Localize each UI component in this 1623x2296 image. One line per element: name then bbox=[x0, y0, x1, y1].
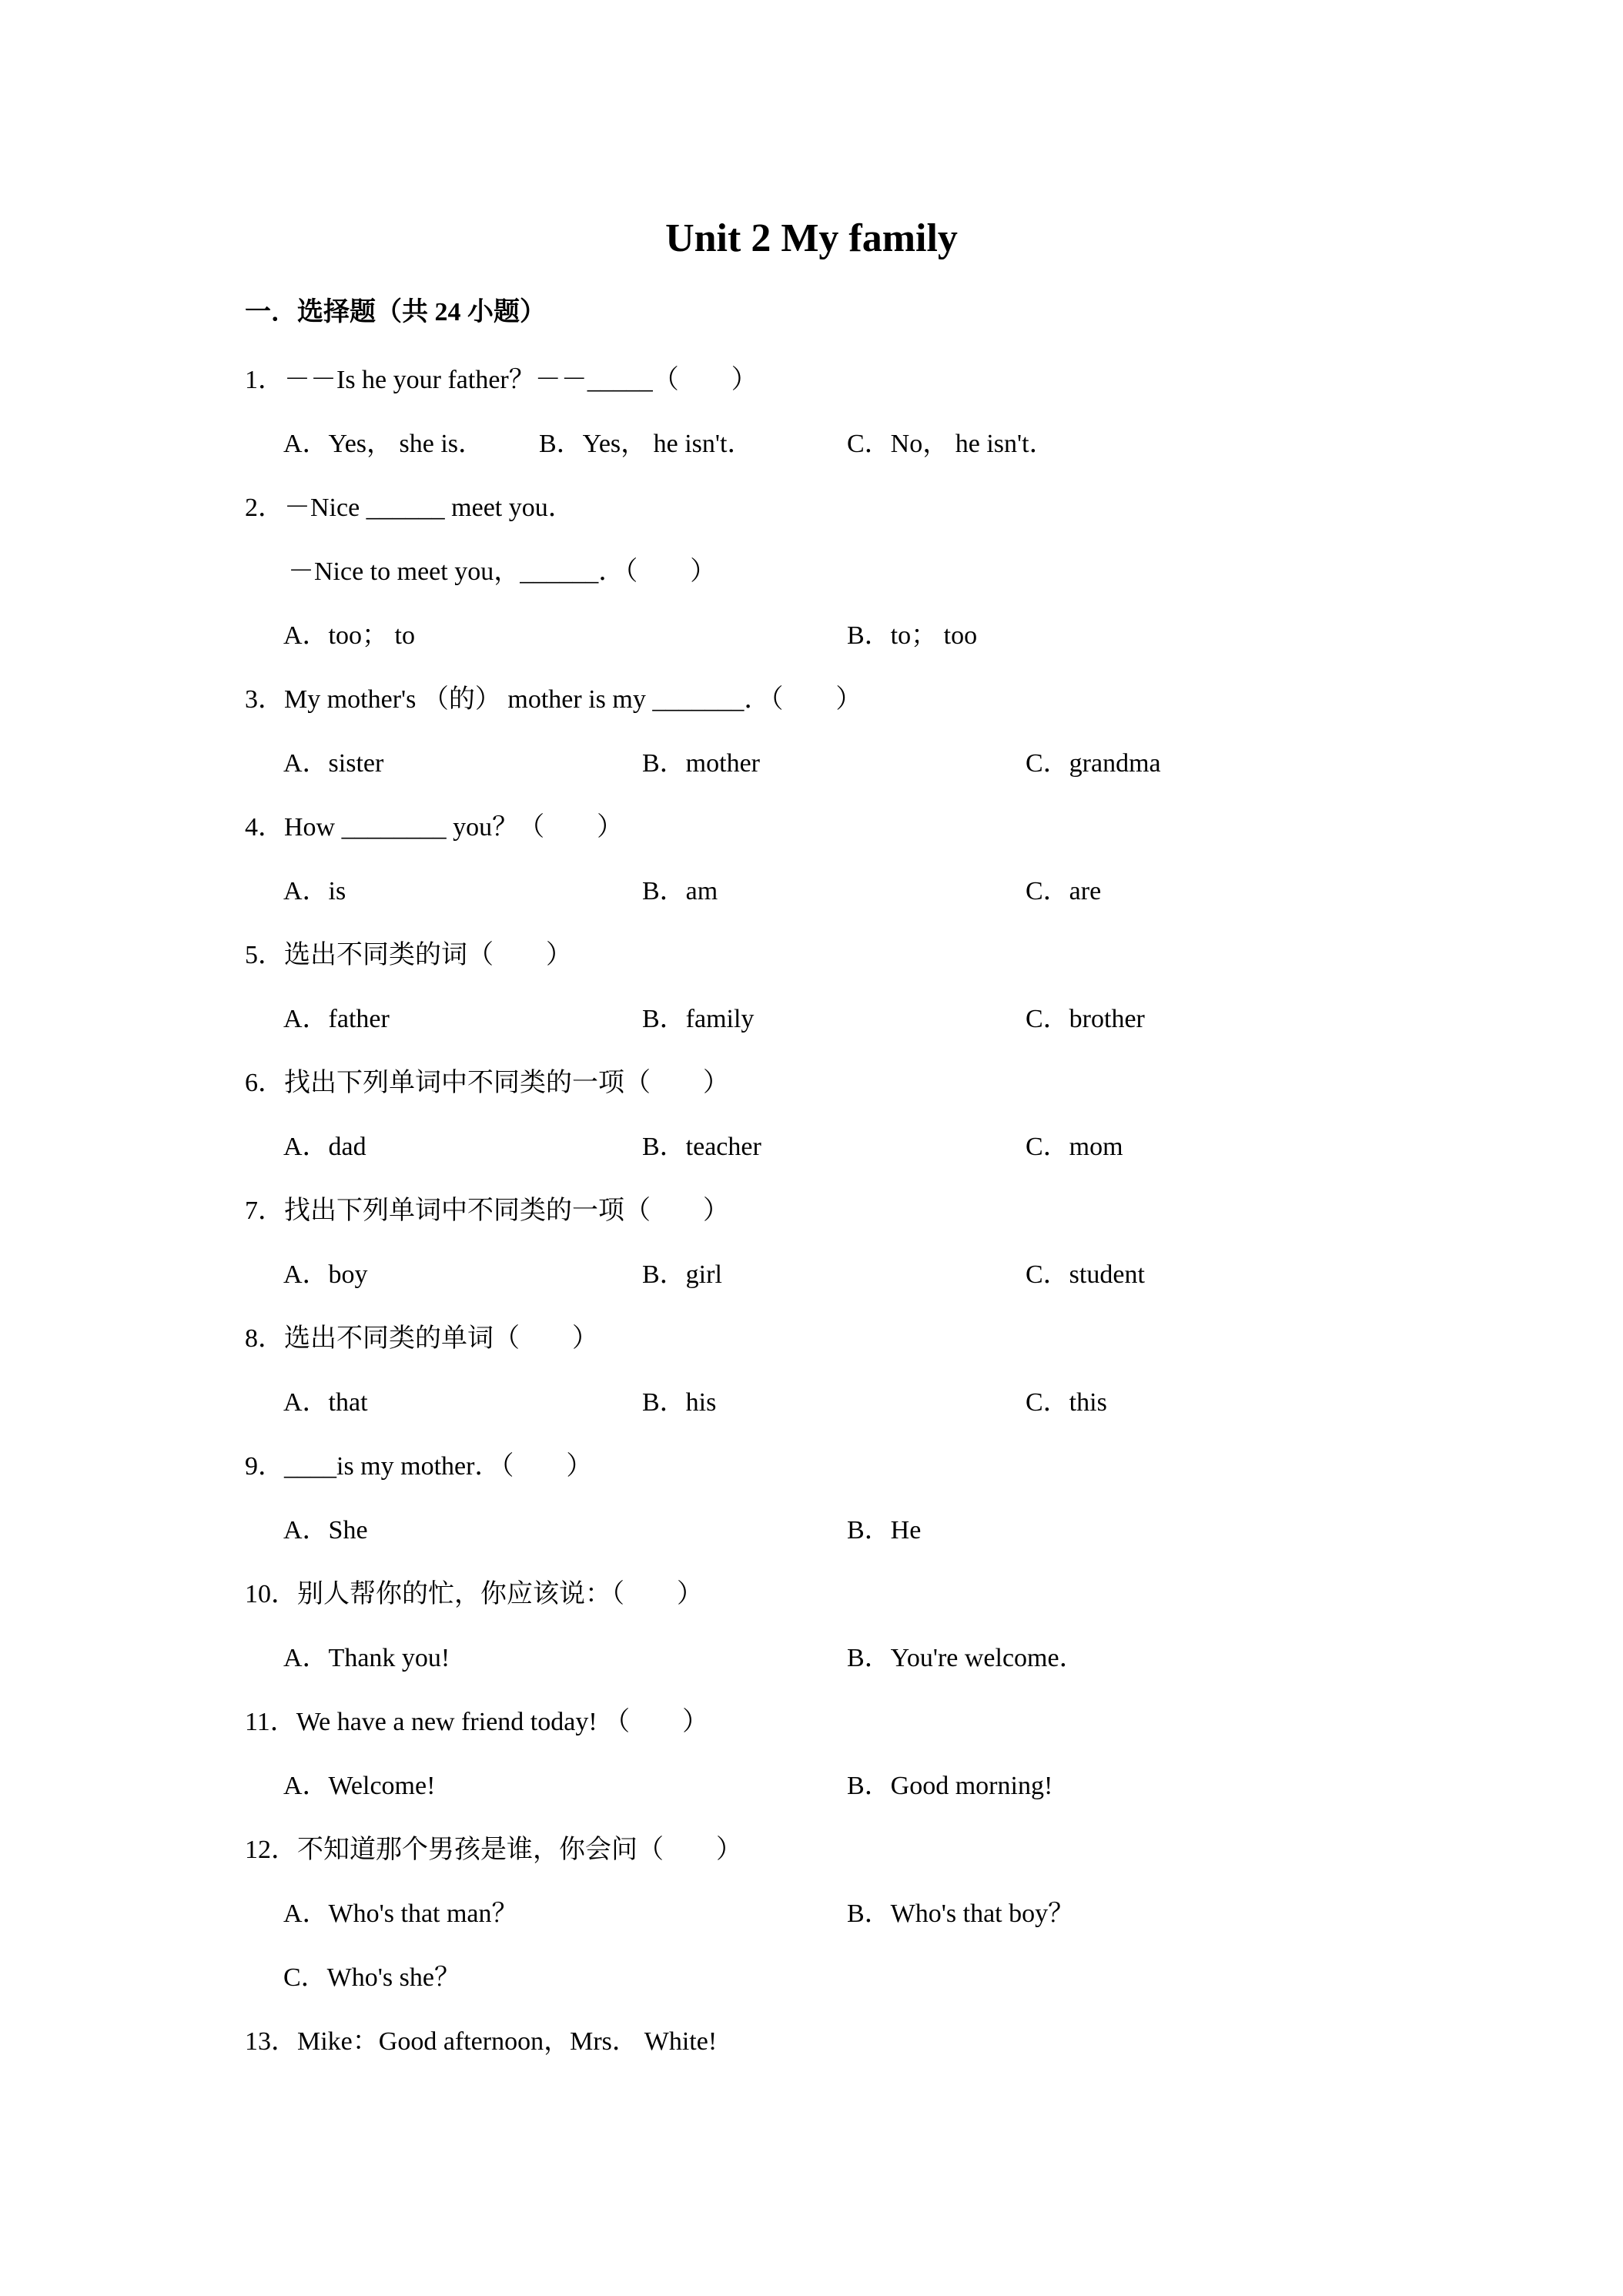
question-8-option-a[interactable]: A．that bbox=[283, 1388, 368, 1417]
question-12-option-c[interactable]: C．Who's she？ bbox=[283, 1963, 460, 1992]
question-3-option-c[interactable]: C．grandma bbox=[1026, 749, 1161, 778]
question-1-option-c[interactable]: C．No， he isn't． bbox=[847, 430, 1056, 458]
question-3-option-b[interactable]: B．mother bbox=[642, 749, 760, 778]
question-9-option-b[interactable]: B．He bbox=[847, 1516, 922, 1545]
section-heading: 一．选择题（共 24 小题） bbox=[245, 298, 546, 326]
question-7-option-c[interactable]: C．student bbox=[1026, 1260, 1145, 1289]
question-10-stem: 10．别人帮你的忙，你应该说：（ ） bbox=[245, 1580, 703, 1608]
question-2-option-b[interactable]: B．to； too bbox=[847, 621, 978, 650]
question-5-option-a[interactable]: A．father bbox=[283, 1005, 390, 1033]
question-9-option-a[interactable]: A．She bbox=[283, 1516, 368, 1545]
question-11-option-b[interactable]: B．Good morning! bbox=[847, 1772, 1053, 1800]
question-3-stem: 3．My mother's （的） mother is my _______．（ ） bbox=[245, 685, 862, 714]
question-13-stem: 13．Mike：Good afternoon，Mrs． White! bbox=[245, 2027, 718, 2056]
question-7-stem: 7．找出下列单词中不同类的一项（ ） bbox=[245, 1197, 729, 1225]
question-7-option-a[interactable]: A．boy bbox=[283, 1260, 368, 1289]
question-2-stem: 2．－Nice ______ meet you． bbox=[245, 494, 574, 522]
question-6-option-a[interactable]: A．dad bbox=[283, 1133, 366, 1161]
question-7-option-b[interactable]: B．girl bbox=[642, 1260, 722, 1289]
question-8-option-c[interactable]: C．this bbox=[1026, 1388, 1107, 1417]
question-8-stem: 8．选出不同类的单词（ ） bbox=[245, 1324, 598, 1353]
question-1-stem: 1．－－Is he your father？－－_____（ ） bbox=[245, 366, 758, 394]
question-2-option-a[interactable]: A．too； to bbox=[283, 621, 415, 650]
question-12-stem: 12．不知道那个男孩是谁，你会问（ ） bbox=[245, 1836, 742, 1864]
question-6-option-b[interactable]: B．teacher bbox=[642, 1133, 761, 1161]
question-6-stem: 6．找出下列单词中不同类的一项（ ） bbox=[245, 1069, 729, 1097]
question-12-option-a[interactable]: A．Who's that man？ bbox=[283, 1899, 518, 1928]
question-4-option-c[interactable]: C．are bbox=[1026, 877, 1102, 905]
question-10-option-b[interactable]: B．You're welcome． bbox=[847, 1644, 1086, 1672]
page-title: Unit 2 My family bbox=[665, 216, 958, 260]
question-10-option-a[interactable]: A．Thank you! bbox=[283, 1644, 450, 1672]
question-5-option-b[interactable]: B．family bbox=[642, 1005, 755, 1033]
question-3-option-a[interactable]: A．sister bbox=[283, 749, 384, 778]
question-2-stem-line-2: －Nice to meet you，______．（ ） bbox=[262, 557, 717, 586]
question-4-stem: 4．How ________ you？（ ） bbox=[245, 813, 624, 842]
question-8-option-b[interactable]: B．his bbox=[642, 1388, 717, 1417]
question-9-stem: 9．____is my mother．（ ） bbox=[245, 1452, 593, 1481]
question-12-option-b[interactable]: B．Who's that boy？ bbox=[847, 1899, 1075, 1928]
question-6-option-c[interactable]: C．mom bbox=[1026, 1133, 1123, 1161]
question-11-option-a[interactable]: A．Welcome! bbox=[283, 1772, 436, 1800]
question-5-option-c[interactable]: C．brother bbox=[1026, 1005, 1145, 1033]
question-11-stem: 11．We have a new friend today! （ ） bbox=[245, 1708, 709, 1736]
question-5-stem: 5．选出不同类的词（ ） bbox=[245, 941, 572, 969]
question-4-option-a[interactable]: A．is bbox=[283, 877, 346, 905]
question-1-option-a[interactable]: A．Yes， she is． bbox=[283, 430, 485, 458]
question-1-option-b[interactable]: B．Yes， he isn't． bbox=[539, 430, 754, 458]
question-4-option-b[interactable]: B．am bbox=[642, 877, 718, 905]
